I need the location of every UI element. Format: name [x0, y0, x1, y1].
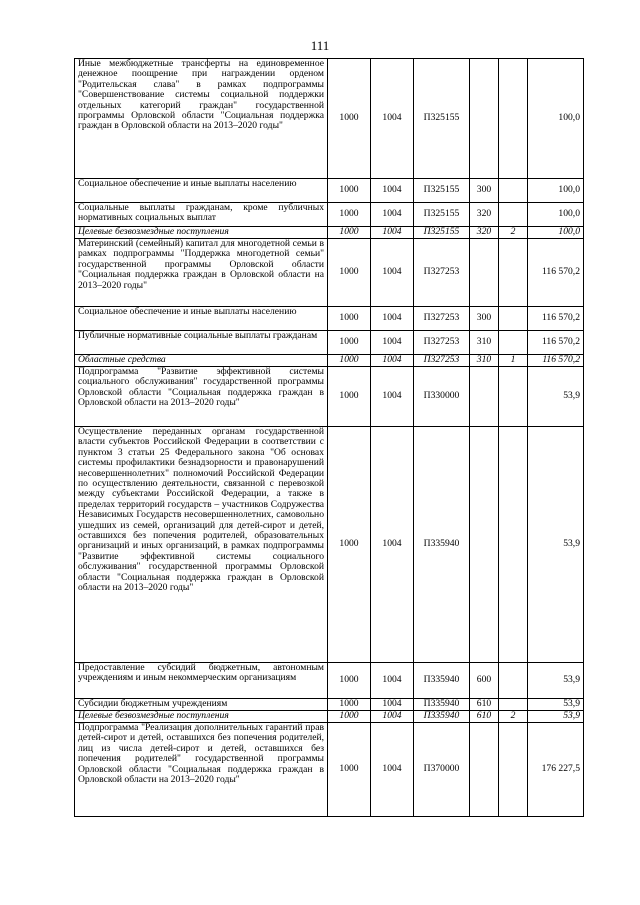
row-name: Субсидии бюджетным учреждениям: [75, 699, 328, 711]
target-article-code: П325155: [414, 59, 470, 179]
section-code: 1000: [328, 699, 371, 711]
amount: 53,9: [528, 711, 584, 723]
table-row: [75, 331, 584, 355]
funding-source-code: [499, 723, 528, 817]
table-row: [75, 203, 584, 227]
expense-type-code: [470, 367, 499, 427]
section-code: 1000: [328, 723, 371, 817]
amount: 116 570,2: [528, 307, 584, 331]
target-article-code: П327253: [414, 331, 470, 355]
subsection-code: 1004: [371, 355, 414, 367]
subsection-code: 1004: [371, 699, 414, 711]
expense-type-code: 600: [470, 663, 499, 699]
target-article-code: П335940: [414, 699, 470, 711]
subsection-code: 1004: [371, 367, 414, 427]
row-name: Целевые безвозмездные поступления: [75, 227, 328, 239]
funding-source-code: [499, 59, 528, 179]
subsection-code: 1004: [371, 239, 414, 307]
table-row: [75, 307, 584, 331]
target-article-code: П335940: [414, 427, 470, 663]
row-name: Публичные нормативные социальные выплаты гражданам: [75, 331, 328, 355]
section-code: 1000: [328, 227, 371, 239]
expense-type-code: [470, 723, 499, 817]
section-code: 1000: [328, 179, 371, 203]
expense-type-code: 300: [470, 179, 499, 203]
target-article-code: П325155: [414, 203, 470, 227]
amount: 116 570,2: [528, 239, 584, 307]
section-code: 1000: [328, 59, 371, 179]
row-name: Материнский (семейный) капитал для многодетной семьи в рамках подпрограммы "Поддержка многодетной семьи" государственной программы Орловской области "Социальная поддержка граждан в Орловской области на 2013–2020 годы": [75, 239, 328, 307]
section-code: 1000: [328, 663, 371, 699]
amount: 100,0: [528, 227, 584, 239]
subsection-code: 1004: [371, 427, 414, 663]
amount: 53,9: [528, 699, 584, 711]
funding-source-code: [499, 331, 528, 355]
subsection-code: 1004: [371, 307, 414, 331]
table-row: [75, 179, 584, 203]
subsection-code: 1004: [371, 59, 414, 179]
funding-source-code: [499, 179, 528, 203]
row-name: Осуществление переданных органам государственной власти субъектов Российской Федерации в соответствии с пунктом 3 статьи 25 Федерального закона "Об основах системы профилактики безнадзорности и правонарушений несовершеннолетних" полномочий Российской Федерации по осуществлению деятельности, связанной с перевозкой между субъектами Российской Федерации, а также в пределах территорий государств – участников Содружества Независимых Государств несовершеннолетних, самовольно ушедших из семей, организаций для детей-сирот и детей, оставшихся без попечения родителей, образовательных организаций и иных организаций, в рамках подпрограммы "Развитие эффективной системы социального обслуживания" государственной программы Орловской области "Социальная поддержка граждан в Орловской области на 2013–2020 годы": [75, 427, 328, 663]
target-article-code: П335940: [414, 663, 470, 699]
table-row: [75, 367, 584, 427]
table-row: [75, 723, 584, 817]
amount: 116 570,2: [528, 355, 584, 367]
row-name: Областные средства: [75, 355, 328, 367]
section-code: 1000: [328, 427, 371, 663]
row-name: Подпрограмма "Развитие эффективной системы социального обслуживания" государственной программы Орловской области "Социальная поддержка граждан в Орловской области на 2013–2020 годы": [75, 367, 328, 427]
row-name: Целевые безвозмездные поступления: [75, 711, 328, 723]
expense-type-code: [470, 59, 499, 179]
row-name: Предоставление субсидий бюджетным, автономным учреждениям и иным некоммерческим организациям: [75, 663, 328, 699]
subsection-code: 1004: [371, 711, 414, 723]
row-name: Социальное обеспечение и иные выплаты населению: [75, 307, 328, 331]
target-article-code: П327253: [414, 355, 470, 367]
funding-source-code: 1: [499, 355, 528, 367]
expense-type-code: [470, 427, 499, 663]
amount: 53,9: [528, 663, 584, 699]
page-number: 111: [310, 38, 330, 53]
amount: 53,9: [528, 427, 584, 663]
funding-source-code: [499, 367, 528, 427]
amount: 100,0: [528, 59, 584, 179]
table-row: [75, 239, 584, 307]
section-code: 1000: [328, 711, 371, 723]
target-article-code: П335940: [414, 711, 470, 723]
amount: 176 227,5: [528, 723, 584, 817]
funding-source-code: 2: [499, 227, 528, 239]
section-code: 1000: [328, 355, 371, 367]
subsection-code: 1004: [371, 331, 414, 355]
table-row: [75, 355, 584, 367]
section-code: 1000: [328, 367, 371, 427]
funding-source-code: [499, 427, 528, 663]
expense-type-code: 610: [470, 711, 499, 723]
target-article-code: П370000: [414, 723, 470, 817]
amount: 116 570,2: [528, 331, 584, 355]
expense-type-code: 300: [470, 307, 499, 331]
funding-source-code: [499, 307, 528, 331]
row-name: Социальные выплаты гражданам, кроме публичных нормативных социальных выплат: [75, 203, 328, 227]
amount: 100,0: [528, 203, 584, 227]
target-article-code: П327253: [414, 307, 470, 331]
section-code: 1000: [328, 307, 371, 331]
funding-source-code: [499, 203, 528, 227]
expense-type-code: [470, 239, 499, 307]
section-code: 1000: [328, 239, 371, 307]
subsection-code: 1004: [371, 723, 414, 817]
table-row: [75, 711, 584, 723]
funding-source-code: 2: [499, 711, 528, 723]
table-row: [75, 663, 584, 699]
section-code: 1000: [328, 331, 371, 355]
subsection-code: 1004: [371, 227, 414, 239]
budget-table: [74, 58, 584, 817]
funding-source-code: [499, 239, 528, 307]
target-article-code: П327253: [414, 239, 470, 307]
expense-type-code: 320: [470, 203, 499, 227]
subsection-code: 1004: [371, 179, 414, 203]
table-row: [75, 59, 584, 179]
expense-type-code: 320: [470, 227, 499, 239]
table-row: [75, 227, 584, 239]
funding-source-code: [499, 699, 528, 711]
target-article-code: П330000: [414, 367, 470, 427]
row-name: Социальное обеспечение и иные выплаты населению: [75, 179, 328, 203]
expense-type-code: 610: [470, 699, 499, 711]
table-row: [75, 427, 584, 663]
table-row: [75, 699, 584, 711]
subsection-code: 1004: [371, 203, 414, 227]
target-article-code: П325155: [414, 179, 470, 203]
expense-type-code: 310: [470, 331, 499, 355]
subsection-code: 1004: [371, 663, 414, 699]
expense-type-code: 310: [470, 355, 499, 367]
table-body: [75, 59, 584, 817]
funding-source-code: [499, 663, 528, 699]
target-article-code: П325155: [414, 227, 470, 239]
row-name: Подпрограмма "Реализация дополнительных гарантий прав детей-сирот и детей, оставшихся без попечения родителей, лиц из числа детей-сирот и детей, оставшихся без попечения родителей" государственной программы Орловской области "Социальная поддержка граждан в Орловской области на 2013–2020 годы": [75, 723, 328, 817]
amount: 100,0: [528, 179, 584, 203]
amount: 53,9: [528, 367, 584, 427]
row-name: Иные межбюджетные трансферты на единовременное денежное поощрение при награждении орденом "Родительская слава" в рамках подпрограммы "Совершенствование системы социальной поддержки отдельных категорий граждан" государственной программы Орловской области "Социальная поддержка граждан в Орловской области на 2013–2020 годы": [75, 59, 328, 179]
section-code: 1000: [328, 203, 371, 227]
